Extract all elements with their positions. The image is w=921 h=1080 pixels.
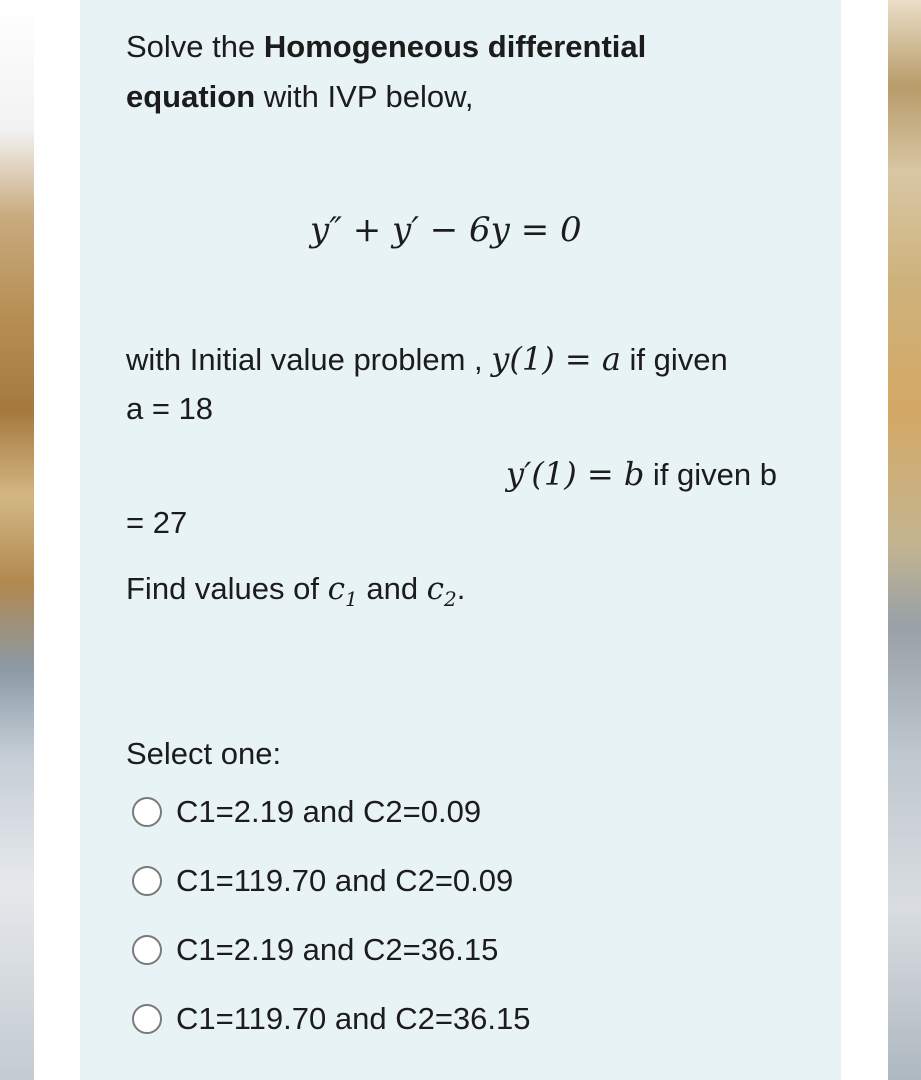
option-label: C1=119.70 and C2=36.15 — [176, 1001, 531, 1036]
find-and: and — [357, 571, 427, 606]
radio-button-icon[interactable] — [132, 797, 162, 827]
radio-button-icon[interactable] — [132, 1004, 162, 1034]
answer-option-2[interactable] — [132, 859, 513, 903]
question-intro-line-2 — [126, 78, 473, 116]
option-label: C1=2.19 and C2=36.15 — [176, 932, 499, 967]
find-values-line — [126, 570, 465, 618]
yprime-suffix: if given b — [644, 457, 778, 492]
radio-button-icon[interactable] — [132, 866, 162, 896]
intro-suffix: with IVP below, — [255, 79, 474, 114]
background-photo-left — [0, 0, 34, 1080]
find-prefix: Find values of — [126, 571, 328, 606]
ivp-expression: y(1) = a — [491, 340, 621, 378]
select-one-label: Select one: — [126, 736, 282, 771]
question-card — [80, 0, 841, 1080]
b-value-line: = 27 — [126, 505, 188, 540]
differential-equation: y″ + y′ − 6y = 0 — [310, 210, 582, 250]
answer-option-4[interactable] — [132, 997, 531, 1041]
answer-option-1[interactable] — [132, 790, 481, 834]
question-intro-line-1 — [126, 28, 646, 66]
intro-bold-1: Homogeneous differential — [263, 29, 647, 64]
answer-option-3[interactable] — [132, 928, 498, 972]
ivp-prefix: with Initial value problem , — [126, 342, 492, 377]
option-label: C1=119.70 and C2=0.09 — [176, 863, 514, 898]
ivp-line — [126, 340, 728, 379]
find-suffix: . — [456, 571, 466, 606]
option-label: C1=2.19 and C2=0.09 — [176, 794, 482, 829]
c2-symbol: $c_2$ — [426, 571, 457, 612]
a-value-line: a = 18 — [126, 391, 214, 426]
radio-button-icon[interactable] — [132, 935, 162, 965]
intro-bold-2: equation — [126, 79, 256, 114]
c1-symbol: $c_1$ — [327, 571, 358, 612]
ivp-suffix: if given — [620, 342, 728, 377]
intro-prefix: Solve the — [126, 29, 264, 64]
yprime-expression: y′(1) = b — [506, 455, 645, 493]
yprime-line — [506, 455, 777, 494]
background-photo-right — [888, 0, 921, 1080]
